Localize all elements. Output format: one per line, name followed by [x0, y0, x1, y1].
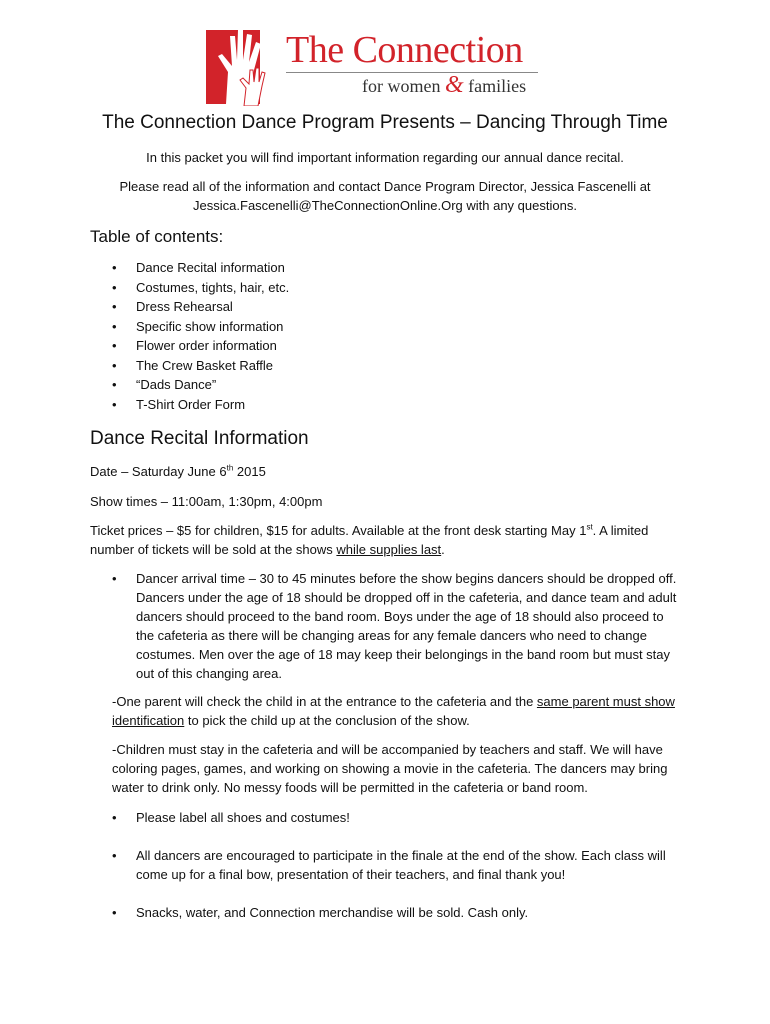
- parent-checkin-paragraph: -One parent will check the child in at the entrance to the cafeteria and the same parent must show identification to pick the child up at the conclusion of the show.: [112, 694, 675, 728]
- toc-item: • Specific show information: [90, 317, 289, 337]
- connection-logo: [206, 14, 546, 106]
- toc-item: • T-Shirt Order Form: [90, 395, 289, 415]
- intro-line-2: Please read all of the information and contact Dance Program Director, Jessica Fascenelli at: [119, 179, 651, 194]
- finale-bullet: • All dancers are encouraged to participate in the finale at the end of the show. Each class will come up for a final bow, presentation of their teachers, and final thank you!: [112, 846, 680, 884]
- contact-email[interactable]: Jessica.Fascenelli@TheConnectionOnline.Org with any questions.: [193, 198, 577, 213]
- toc-item: • The Crew Basket Raffle: [90, 356, 289, 376]
- logo-title: The Connection: [286, 29, 523, 71]
- toc-item: • Dress Rehearsal: [90, 297, 289, 317]
- hands-logo-icon: [206, 26, 278, 106]
- toc-list: [90, 258, 289, 414]
- toc-item: • “Dads Dance”: [90, 375, 289, 395]
- label-bullet: • Please label all shoes and costumes!: [112, 808, 680, 827]
- toc-item: • Dance Recital information: [90, 258, 289, 278]
- recital-tickets: Ticket prices – $5 for children, $15 for adults. Available at the front desk starting May 1st. A limited number of tickets will be sold at the shows while supplies last.: [90, 522, 649, 557]
- toc-item: • Costumes, tights, hair, etc.: [90, 278, 289, 298]
- snacks-bullet: • Snacks, water, and Connection merchandise will be sold. Cash only.: [112, 903, 680, 922]
- recital-showtimes: Show times – 11:00am, 1:30pm, 4:00pm: [90, 494, 323, 509]
- arrival-bullet: • Dancer arrival time – 30 to 45 minutes before the show begins dancers should be dropped off. Dancers under the age of 18 should be dropped off in the cafeteria, and dance team and adult dancers should proceed to the band room. Boys under the age of 18 should also proceed to the cafeteria as there will be changing areas for any female dancers who need to change costumes. Men over the age of 18 may keep their belongings in the band room but must stay out of this changing area.: [112, 569, 680, 683]
- logo-subtitle: for women & families: [362, 72, 527, 98]
- toc-item: • Flower order information: [90, 336, 289, 356]
- children-paragraph: -Children must stay in the cafeteria and will be accompanied by teachers and staff. We will have coloring pages, games, and working on showing a movie in the cafeteria. The dancers may bring water to drink only. No messy foods will be permitted in the cafeteria or band room.: [112, 742, 668, 795]
- document-title: The Connection Dance Program Presents – Dancing Through Time: [102, 112, 668, 133]
- toc-heading: Table of contents:: [90, 227, 224, 246]
- recital-heading: Dance Recital Information: [90, 428, 309, 449]
- recital-date: Date – Saturday June 6th 2015: [90, 463, 266, 479]
- intro-line-1: In this packet you will find important information regarding our annual dance recital.: [146, 150, 624, 165]
